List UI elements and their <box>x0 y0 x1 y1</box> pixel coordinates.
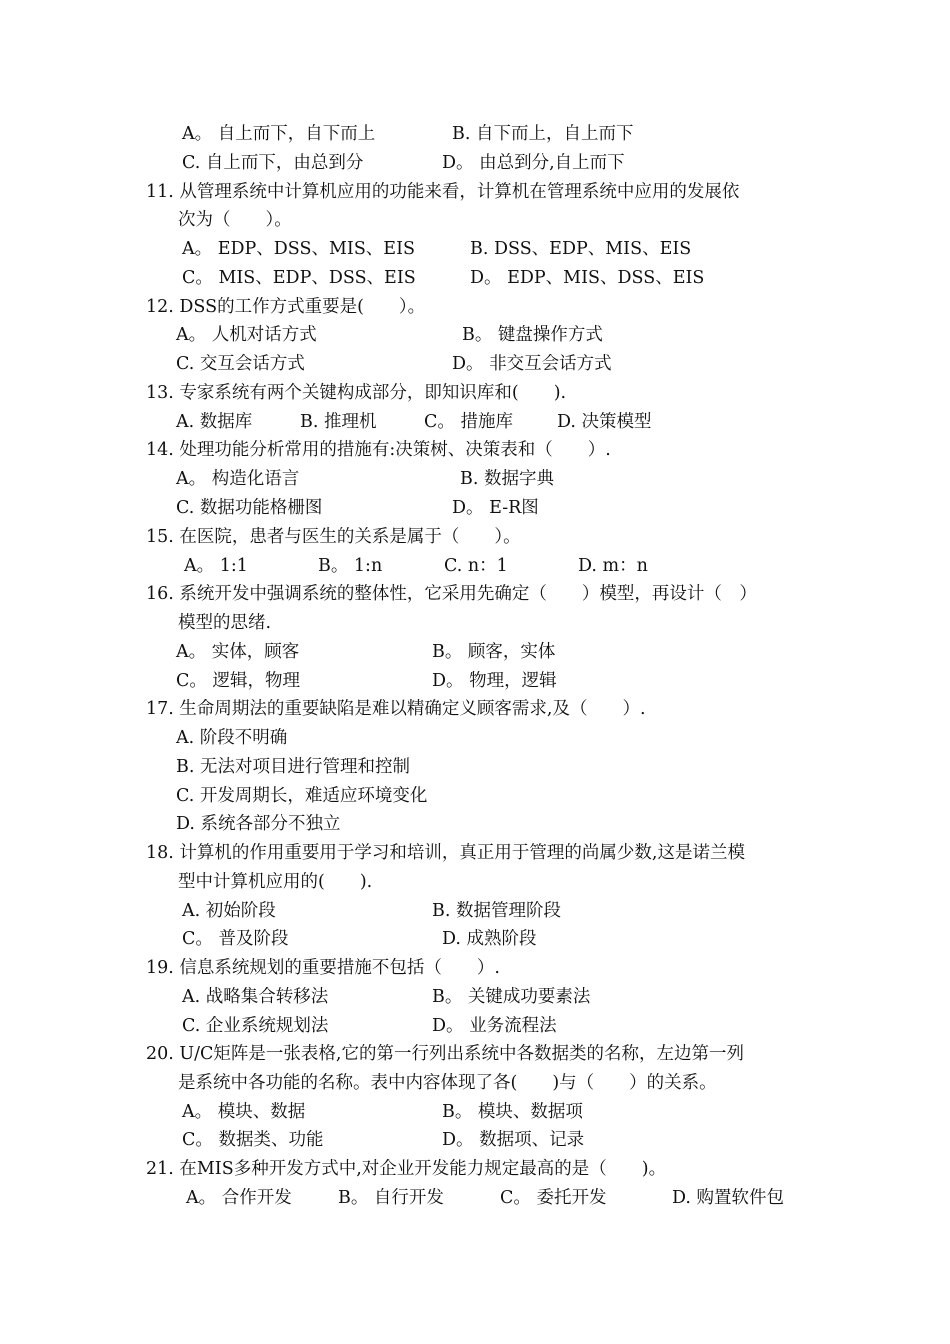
option-b: B. 数据字典 <box>460 469 554 489</box>
option-b: B. 无法对项目进行管理和控制 <box>176 757 410 777</box>
option-a: A。 自上而下，自下而上 <box>182 124 376 144</box>
option-a: A. 初始阶段 <box>182 901 276 921</box>
option-b: B。 键盘操作方式 <box>462 325 603 345</box>
option-b: B。 1:n <box>318 556 383 576</box>
option-c: C. 数据功能格栅图 <box>176 498 323 518</box>
option-d: D。 非交互会话方式 <box>452 354 612 374</box>
question-21: 21. 在MIS多种开发方式中,对企业开发能力规定最高的是（ )。 <box>146 1159 667 1179</box>
option-c: C。 数据类、功能 <box>182 1130 324 1150</box>
option-b: B。 自行开发 <box>338 1188 444 1208</box>
option-d: D。 EDP、MIS、DSS、EIS <box>470 268 705 288</box>
option-c: C。 逻辑，物理 <box>176 671 300 691</box>
option-a: A。 人机对话方式 <box>176 325 317 345</box>
option-b: B. 推理机 <box>300 412 377 432</box>
option-b: B。 顾客，实体 <box>432 642 556 662</box>
question-11-cont: 次为（ ）。 <box>178 210 292 230</box>
option-a: A. 阶段不明确 <box>176 728 288 748</box>
option-c: C. 交互会话方式 <box>176 354 305 374</box>
option-c: C。 措施库 <box>424 412 513 432</box>
question-18: 18. 计算机的作用重要用于学习和培训，真正用于管理的尚属少数,这是诺兰模 <box>146 843 745 863</box>
question-17: 17. 生命周期法的重要缺陷是难以精确定义顾客需求,及（ ）. <box>146 699 646 719</box>
question-19: 19. 信息系统规划的重要措施不包括（ ）. <box>146 958 500 978</box>
option-b: B。 模块、数据项 <box>442 1102 583 1122</box>
question-11: 11. 从管理系统中计算机应用的功能来看，计算机在管理系统中应用的发展依 <box>146 182 740 202</box>
option-a: A。 构造化语言 <box>176 469 300 489</box>
question-15: 15. 在医院，患者与医生的关系是属于（ ）。 <box>146 527 521 547</box>
option-c: C。 MIS、EDP、DSS、EIS <box>182 268 416 288</box>
option-a: A。 实体，顾客 <box>176 642 300 662</box>
option-c: C. 企业系统规划法 <box>182 1016 329 1036</box>
option-d: D。 数据项、记录 <box>442 1130 585 1150</box>
question-12: 12. DSS的工作方式重要是( ）。 <box>146 297 426 317</box>
question-20-cont: 是系统中各功能的名称。表中内容体现了各( )与（ ）的关系。 <box>178 1073 717 1093</box>
question-14: 14. 处理功能分析常用的措施有:决策树、决策表和（ ）. <box>146 440 611 460</box>
option-d: D. 系统各部分不独立 <box>176 814 341 834</box>
option-a: A. 数据库 <box>176 412 253 432</box>
question-16: 16. 系统开发中强调系统的整体性，它采用先确定（ ）模型，再设计（ ） <box>146 584 757 604</box>
option-d: D。 业务流程法 <box>432 1016 557 1036</box>
option-b: B。 关键成功要素法 <box>432 987 591 1007</box>
option-c: C。 委托开发 <box>500 1188 607 1208</box>
option-b: B. DSS、EDP、MIS、EIS <box>470 239 692 259</box>
option-b: B. 自下而上，自上而下 <box>452 124 634 144</box>
question-16-cont: 模型的思绪. <box>178 613 272 633</box>
option-a: A。 合作开发 <box>186 1188 292 1208</box>
option-a: A。 EDP、DSS、MIS、EIS <box>182 239 415 259</box>
question-18-cont: 型中计算机应用的( ). <box>178 872 373 892</box>
option-d: D。 E-R图 <box>452 498 539 518</box>
question-20: 20. U/C矩阵是一张表格,它的第一行列出系统中各数据类的名称，左边第一列 <box>146 1044 744 1064</box>
option-b: B. 数据管理阶段 <box>432 901 561 921</box>
option-d: D. 购置软件包 <box>672 1188 785 1208</box>
option-d: D。 物理，逻辑 <box>432 671 557 691</box>
option-d: D。 由总到分,自上而下 <box>442 153 625 173</box>
option-a: A. 战略集合转移法 <box>182 987 329 1007</box>
option-a: A。 1:1 <box>184 556 248 576</box>
option-d: D. m：n <box>578 556 648 576</box>
option-c: C. 开发周期长，难适应环境变化 <box>176 786 428 806</box>
option-d: D. 决策模型 <box>557 412 652 432</box>
option-c: C. n：1 <box>444 556 508 576</box>
option-c: C。 普及阶段 <box>182 929 289 949</box>
question-13: 13. 专家系统有两个关键构成部分，即知识库和( ). <box>146 383 567 403</box>
option-d: D. 成熟阶段 <box>442 929 537 949</box>
option-a: A。 模块、数据 <box>182 1102 306 1122</box>
option-c: C. 自上而下，由总到分 <box>182 153 364 173</box>
